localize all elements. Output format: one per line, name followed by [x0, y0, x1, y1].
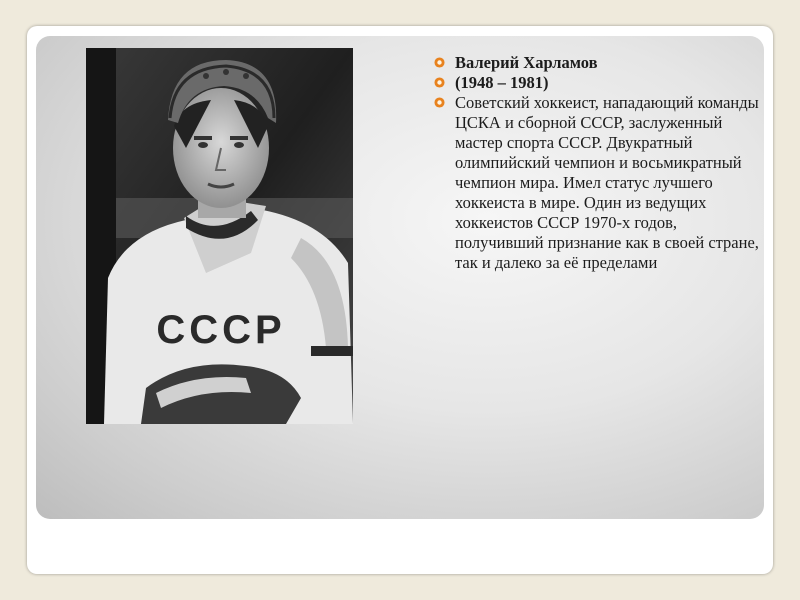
bullet-text: Советский хоккеист, нападающий команды ЦСКА и сборной СССР, заслуженный мастер спорта СССР. Двукратный олимпийский чемпион и восьмикратный чемпион мира. Имел статус лучшего хоккеиста в мире. Один из ведущих хоккеистов СССР 1970-х годов, получивший признание как в своей стране, так и далеко за её пределами [455, 93, 759, 272]
bullet-item-years [433, 73, 763, 93]
flower-bullet-icon [434, 97, 445, 108]
flower-bullet-icon [434, 77, 445, 88]
jersey-lettering: СССР [156, 308, 286, 352]
player-photo [86, 48, 353, 424]
bio-text-block [433, 53, 763, 273]
bullet-item-name [433, 53, 763, 73]
player-photo-illustration [86, 48, 353, 424]
bullet-text: Валерий Харламов [455, 53, 598, 72]
bullet-text: (1948 – 1981) [455, 73, 549, 92]
bullet-item-biography [433, 93, 763, 273]
flower-bullet-icon [434, 57, 445, 68]
